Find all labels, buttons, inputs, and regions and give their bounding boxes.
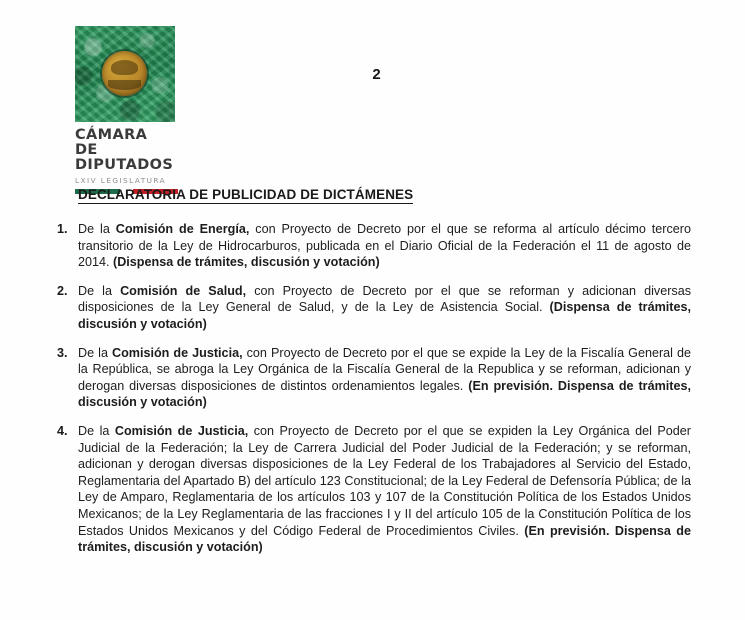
body-text: con Proyecto de Decreto por el que se expide la Ley de la Fiscalía General de la República, se abroga la Ley Orgánica de la Fiscalía General de la Republica y se reforman, adicionan y derogan diversas disposiciones de distintos ordenamientos legales. — [78, 345, 692, 393]
dictamenes-list — [57, 221, 691, 556]
page-number: 2 — [372, 66, 381, 83]
body-text: De la — [78, 222, 116, 236]
body-text: De la — [78, 423, 115, 438]
list-item — [57, 221, 691, 271]
body-text: con Proyecto de Decreto por el que se reforma al artículo décimo tercero transitorio de la Ley de Hidrocarburos, publicada en el Diario Oficial de la Federación el 11 de agosto de 2014. — [78, 222, 692, 270]
list-item — [57, 423, 691, 556]
document-body — [57, 186, 691, 556]
logo-title-line1: CÁMARA DE — [75, 127, 148, 158]
page-title: DECLARATORIA DE PUBLICIDAD DE DICTÁMENES — [78, 187, 414, 202]
list-item — [57, 345, 691, 411]
list-item — [57, 283, 691, 333]
body-text: De la — [78, 345, 112, 360]
list-item-text — [78, 423, 691, 556]
emphasis-text: (En previsión. Dispensa de trámites, discusión y votación) — [78, 523, 691, 555]
list-item-text — [78, 221, 691, 271]
logo-subtitle: LXIV LEGISLATURA — [75, 176, 167, 185]
logo-title-line2: DIPUTADOS — [75, 157, 174, 173]
logo-title — [75, 128, 175, 173]
emphasis-text: Comisión de Justicia, — [114, 423, 249, 438]
page-header — [0, 0, 745, 185]
list-item-number: 4. — [57, 423, 68, 438]
list-item-number: 2. — [57, 283, 68, 298]
emphasis-text: (Dispensa de trámites, discusión y votación) — [113, 255, 380, 270]
body-text: con Proyecto de Decreto por el que se expiden la Ley Orgánica del Poder Judicial de la Federación; la Ley de Carrera Judicial del Poder Judicial de la Federación; y se reforman, adicionan y derogan diversas disposiciones de la Ley Federal de los Trabajadores al Servicio del Estado, Reglamentaria del Apartado B) del artículo 123 Constitucional; de la Ley Federal de Defensoría Pública; de la Ley de Amparo, Reglamentaria de los artículos 103 y 107 de la Constitución Política de los Estados Unidos Mexicanos; de la Ley Reglamentaria de las fracciones I y II del artículo 105 de la Constitución Política de los Estados Unidos Mexicanos y del Código Federal de Procedimientos Civiles. — [78, 423, 691, 538]
list-item-number: 1. — [57, 222, 68, 236]
camara-de-diputados-logo — [75, 26, 175, 194]
emphasis-text: Comisión de Justicia, — [112, 345, 243, 360]
body-text: De la — [78, 283, 121, 298]
emphasis-text: (En previsión. Dispensa de trámites, discusión y votación) — [78, 378, 691, 410]
list-item-text — [78, 345, 691, 411]
emphasis-text: (Dispensa de trámites, discusión y votación) — [78, 300, 691, 331]
emphasis-text: Comisión de Energía, — [115, 222, 250, 236]
body-text: con Proyecto de Decreto por el que se reforman y adicionan diversas disposiciones de la Ley General de Salud, y de la Ley de Asistencia Social. — [78, 283, 692, 315]
list-item-text — [78, 283, 691, 333]
list-item-number: 3. — [57, 345, 68, 360]
emphasis-text: Comisión de Salud, — [120, 283, 247, 298]
